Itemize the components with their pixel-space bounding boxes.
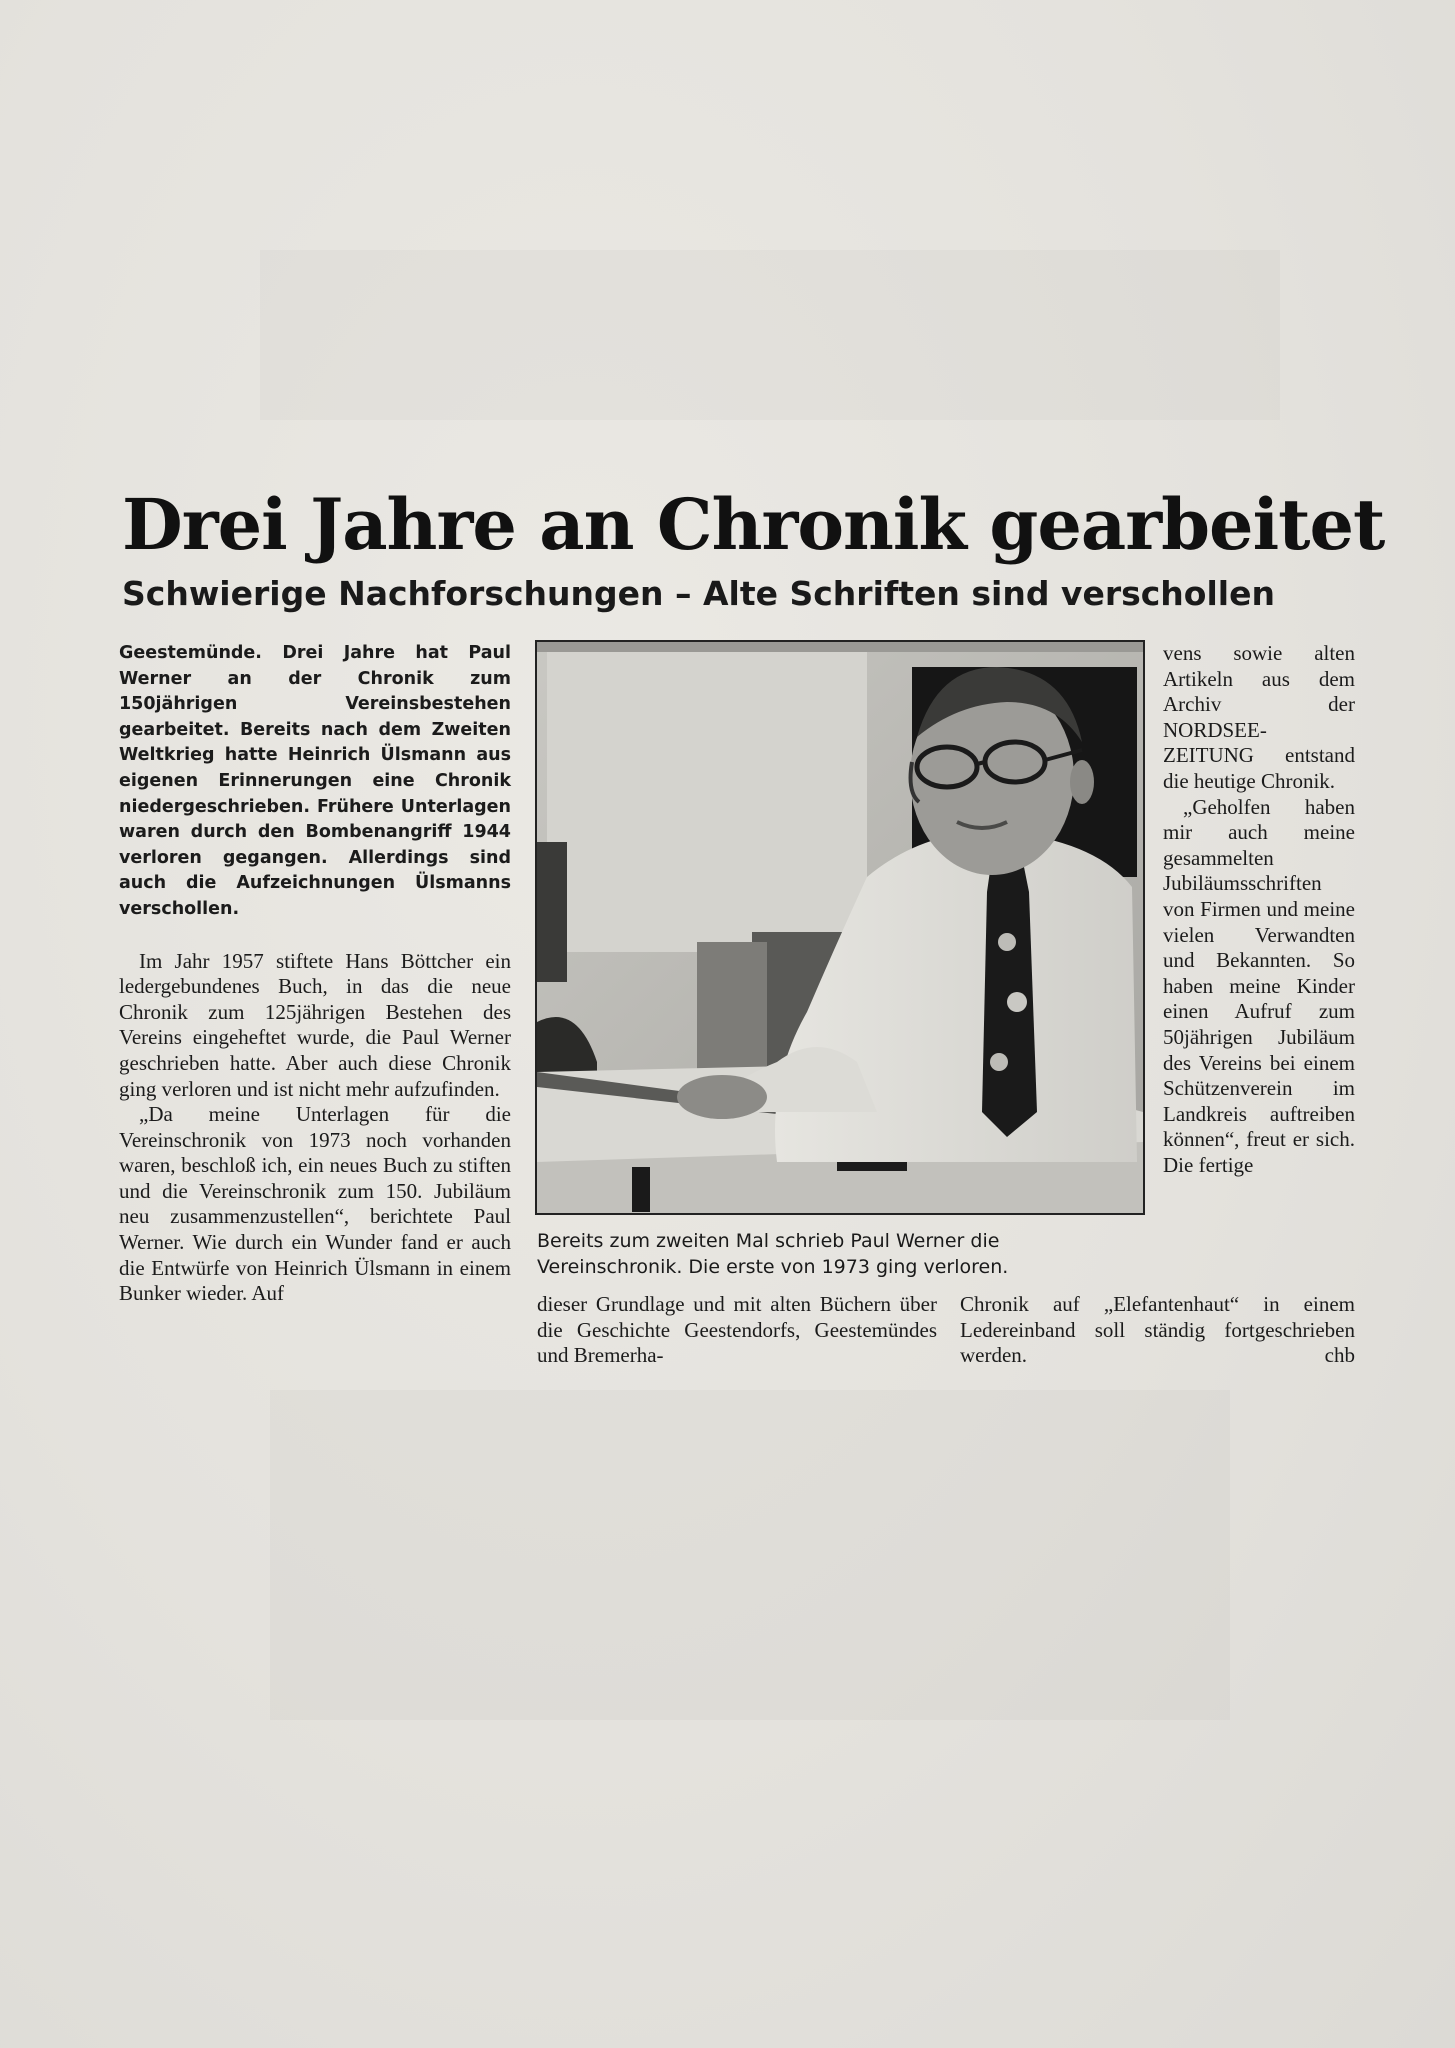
right-column-paragraph-2: „Geholfen haben mir auch meine gesammelten Jubiläumsschriften von Firmen und meine vielen Verwandten und Bekannten. So haben meine Kinder einen Aufruf zum 50jährigen Jubiläum des Vereins bei einem Schützenverein im Landkreis auftreiben können“, freut er sich. Die fertige <box>1163 794 1355 1177</box>
subheadline: Schwierige Nachforschungen – Alte Schriften sind verschollen <box>122 574 1275 613</box>
right-column <box>1163 641 1355 1178</box>
man-at-desk-photo-icon <box>537 642 1143 1213</box>
body-paragraph-1: Im Jahr 1957 stiftete Hans Böttcher ein ledergebundenes Buch, in das die neue Chronik zum 125jährigen Bestehen des Vereins eingeheftet wurde, die Paul Werner geschrieben hatte. Aber auch diese Chronik ging verloren und ist nicht mehr aufzufinden. <box>119 948 511 1101</box>
body-paragraph-2: „Da meine Unterlagen für die Vereinschronik von 1973 noch vorhanden waren, beschloß ich, ein neues Buch zu stiften und die Vereinschronik zum 150. Jubiläum neu zusammenzustellen“, berichtete Paul Werner. Wie durch ein Wunder fand er auch die Entwürfe von Heinrich Ülsmann in einem Bunker wieder. Auf <box>119 1102 511 1306</box>
bleed-through-top <box>260 250 1280 420</box>
article-photo <box>535 640 1145 1215</box>
headline: Drei Jahre an Chronik gearbeitet <box>122 483 1385 566</box>
bleed-through-bottom <box>270 1390 1230 1720</box>
right-bottom-column <box>960 1292 1355 1369</box>
byline: chb <box>1324 1343 1355 1368</box>
photo-caption: Bereits zum zweiten Mal schrieb Paul Werner die Vereinschronik. Die erste von 1973 ging verloren. <box>537 1230 1009 1278</box>
middle-bottom-paragraph: dieser Grundlage und mit alten Büchern über die Geschichte Geestendorfs, Geestemündes und Bremerha- <box>537 1292 937 1368</box>
lead-paragraph: Geestemünde. Drei Jahre hat Paul Werner an der Chronik zum 150jährigen Vereinsbestehen gearbeitet. Bereits nach dem Zweiten Weltkrieg hatte Heinrich Ülsmann aus eigenen Erinnerungen eine Chronik niedergeschrieben. Frühere Unterlagen waren durch den Bombenangriff 1944 verloren gegangen. Allerdings sind auch die Aufzeichnungen Ülsmanns verschollen. <box>119 643 511 919</box>
right-bottom-text: Chronik auf „Elefantenhaut“ in einem Ledereinband soll ständig fortgeschrieben werden. <box>960 1292 1355 1368</box>
middle-bottom-column <box>537 1292 937 1369</box>
right-column-paragraph-1: vens sowie alten Artikeln aus dem Archiv der NORDSEE-ZEITUNG entstand die heutige Chronik. <box>1163 641 1355 793</box>
right-bottom-paragraph <box>960 1292 1355 1369</box>
left-column <box>119 641 511 1307</box>
